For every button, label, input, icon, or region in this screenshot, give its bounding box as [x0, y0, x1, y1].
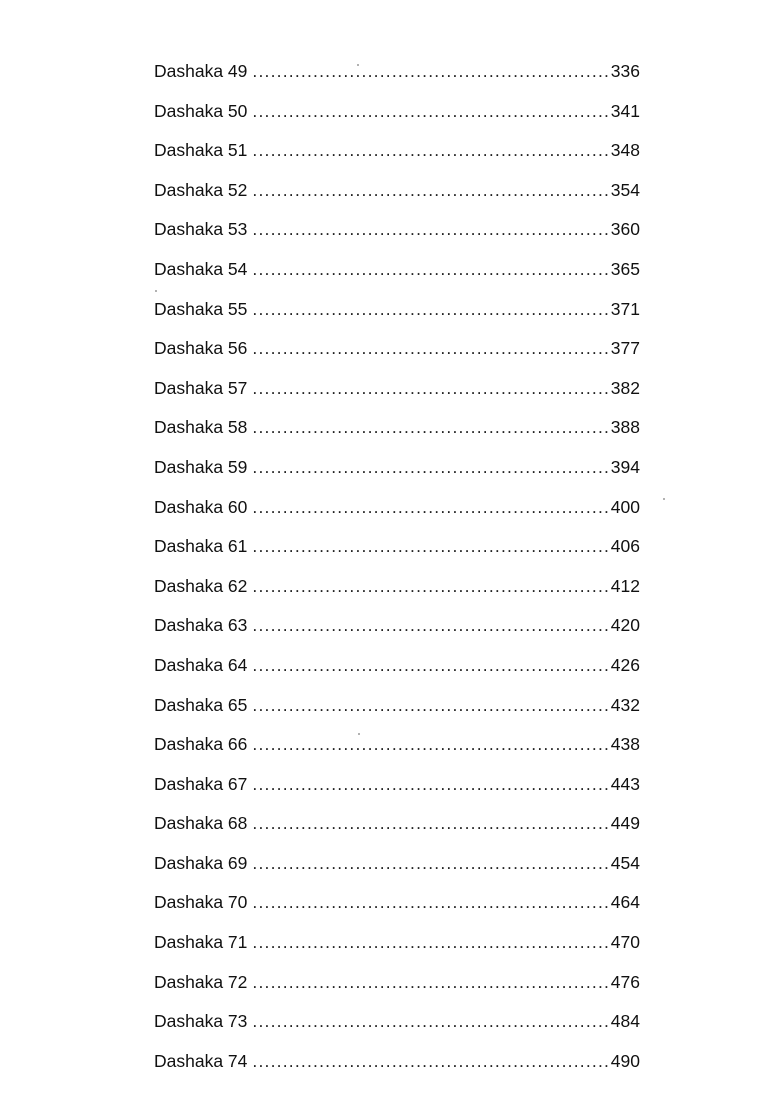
- toc-entry[interactable]: [154, 611, 640, 651]
- toc-entry-page-number: 365: [610, 258, 640, 279]
- toc-entry-page-number: 360: [610, 219, 640, 240]
- toc-entry[interactable]: [154, 255, 640, 295]
- toc-dot-leader: [252, 136, 607, 164]
- toc-entry[interactable]: [154, 928, 640, 968]
- toc-dot-leader: [252, 770, 607, 798]
- toc-entry-label: Dashaka 73: [154, 1011, 248, 1032]
- toc-entry-page-number: 336: [610, 61, 640, 81]
- toc-entry[interactable]: [154, 334, 640, 374]
- toc-dot-leader: [252, 255, 607, 283]
- toc-entry-page-number: 341: [610, 100, 640, 121]
- toc-entry-page-number: 394: [610, 456, 640, 477]
- toc-entry[interactable]: [154, 691, 640, 731]
- toc-entry[interactable]: [154, 57, 640, 97]
- toc-entry[interactable]: [154, 770, 640, 810]
- toc-entry-page-number: 426: [610, 654, 640, 675]
- toc-entry[interactable]: [154, 849, 640, 889]
- toc-entry-label: Dashaka 59: [154, 456, 248, 477]
- toc-entry-label: Dashaka 55: [154, 298, 248, 319]
- toc-dot-leader: [252, 572, 607, 600]
- toc-entry-label: Dashaka 57: [154, 377, 248, 398]
- toc-entry-label: Dashaka 64: [154, 654, 248, 675]
- toc-dot-leader: [252, 374, 607, 402]
- toc-entry[interactable]: [154, 493, 640, 533]
- toc-entry-label: Dashaka 50: [154, 100, 248, 121]
- toc-entry-page-number: 377: [610, 338, 640, 359]
- toc-entry-label: Dashaka 51: [154, 140, 248, 161]
- toc-entry[interactable]: [154, 374, 640, 414]
- toc-entry-page-number: 449: [610, 813, 640, 834]
- toc-entry-label: Dashaka 72: [154, 971, 248, 992]
- toc-entry-label: Dashaka 49: [154, 61, 248, 81]
- toc-dot-leader: [252, 215, 607, 243]
- toc-entry-label: Dashaka 74: [154, 1050, 248, 1071]
- toc-entry-page-number: 476: [610, 971, 640, 992]
- toc-entry[interactable]: [154, 1047, 640, 1087]
- toc-entry-page-number: 348: [610, 140, 640, 161]
- toc-entry-label: Dashaka 54: [154, 258, 248, 279]
- toc-dot-leader: [252, 493, 607, 521]
- toc-dot-leader: [252, 57, 607, 85]
- toc-entry-label: Dashaka 58: [154, 417, 248, 438]
- toc-dot-leader: [252, 809, 607, 837]
- toc-entry[interactable]: [154, 413, 640, 453]
- toc-entry-label: Dashaka 60: [154, 496, 248, 517]
- toc-entry[interactable]: [154, 136, 640, 176]
- toc-dot-leader: [252, 453, 607, 481]
- toc-dot-leader: [252, 611, 607, 639]
- toc-entry-page-number: 432: [610, 694, 640, 715]
- toc-entry-page-number: 382: [610, 377, 640, 398]
- toc-dot-leader: [252, 849, 607, 877]
- toc-entry-label: Dashaka 70: [154, 892, 248, 913]
- table-of-contents: [154, 57, 640, 1086]
- toc-entry-page-number: 420: [610, 615, 640, 636]
- toc-entry[interactable]: [154, 97, 640, 137]
- toc-entry-label: Dashaka 66: [154, 734, 248, 755]
- toc-entry-page-number: 484: [610, 1011, 640, 1032]
- toc-dot-leader: [252, 413, 607, 441]
- toc-entry[interactable]: [154, 215, 640, 255]
- scan-speck: [358, 733, 360, 735]
- toc-dot-leader: [252, 968, 607, 996]
- toc-entry-label: Dashaka 65: [154, 694, 248, 715]
- scan-speck: [155, 290, 157, 292]
- toc-entry-page-number: 438: [610, 734, 640, 755]
- toc-dot-leader: [252, 97, 607, 125]
- toc-dot-leader: [252, 1007, 607, 1035]
- toc-dot-leader: [252, 651, 607, 679]
- toc-entry[interactable]: [154, 968, 640, 1008]
- toc-entry-page-number: 354: [610, 179, 640, 200]
- toc-entry-label: Dashaka 69: [154, 852, 248, 873]
- toc-entry-label: Dashaka 52: [154, 179, 248, 200]
- toc-entry[interactable]: [154, 809, 640, 849]
- toc-entry-label: Dashaka 71: [154, 932, 248, 953]
- toc-entry-label: Dashaka 63: [154, 615, 248, 636]
- toc-dot-leader: [252, 532, 607, 560]
- toc-entry-page-number: 470: [610, 932, 640, 953]
- toc-entry[interactable]: [154, 295, 640, 335]
- scan-speck: [357, 64, 359, 66]
- toc-entry-page-number: 406: [610, 536, 640, 557]
- toc-entry[interactable]: [154, 651, 640, 691]
- toc-entry-page-number: 371: [610, 298, 640, 319]
- toc-entry[interactable]: [154, 1007, 640, 1047]
- toc-entry-page-number: 490: [610, 1050, 640, 1071]
- toc-dot-leader: [252, 295, 607, 323]
- toc-entry-page-number: 400: [610, 496, 640, 517]
- toc-entry-page-number: 412: [610, 575, 640, 596]
- scan-speck: [663, 498, 665, 500]
- toc-entry[interactable]: [154, 888, 640, 928]
- toc-dot-leader: [252, 888, 607, 916]
- toc-entry-page-number: 464: [610, 892, 640, 913]
- toc-entry[interactable]: [154, 572, 640, 612]
- toc-entry-page-number: 454: [610, 852, 640, 873]
- toc-entry[interactable]: [154, 730, 640, 770]
- toc-dot-leader: [252, 928, 607, 956]
- toc-entry-label: Dashaka 61: [154, 536, 248, 557]
- toc-dot-leader: [252, 730, 607, 758]
- toc-dot-leader: [252, 1047, 607, 1075]
- toc-entry-label: Dashaka 56: [154, 338, 248, 359]
- toc-entry-label: Dashaka 68: [154, 813, 248, 834]
- toc-dot-leader: [252, 691, 607, 719]
- toc-dot-leader: [252, 334, 607, 362]
- toc-entry-label: Dashaka 53: [154, 219, 248, 240]
- toc-entry-label: Dashaka 62: [154, 575, 248, 596]
- toc-entry[interactable]: [154, 176, 640, 216]
- toc-dot-leader: [252, 176, 607, 204]
- toc-entry-page-number: 443: [610, 773, 640, 794]
- toc-entry[interactable]: [154, 453, 640, 493]
- toc-entry[interactable]: [154, 532, 640, 572]
- toc-entry-page-number: 388: [610, 417, 640, 438]
- toc-entry-label: Dashaka 67: [154, 773, 248, 794]
